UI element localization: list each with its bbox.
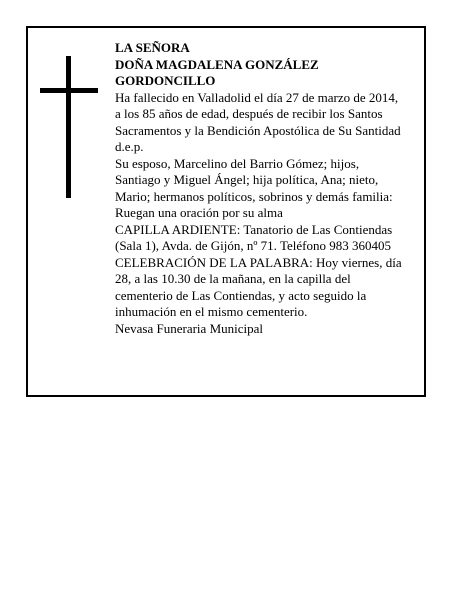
body-line: a los 85 años de edad, después de recibir los Santos <box>115 106 383 121</box>
cross-horizontal-bar <box>40 88 98 93</box>
latin-cross-icon <box>40 56 98 198</box>
body-line: Mario; hermanos políticos, sobrinos y demás familia: <box>115 188 393 204</box>
body-line: cementerio de Las Contiendas, y acto seguido la <box>115 287 367 303</box>
heading-name-line-2: GORDONCILLO <box>115 73 216 88</box>
notice-text <box>115 40 421 337</box>
body-line: Ruegan una oración por su alma <box>115 205 283 220</box>
body-line: CELEBRACIÓN DE LA PALABRA: Hoy viernes, día <box>115 254 402 270</box>
body-line: Santiago y Miguel Ángel; hija política, Ana; nieto, <box>115 172 379 187</box>
body-line: Su esposo, Marcelino del Barrio Gómez; hijos, <box>115 155 360 171</box>
body-line: inhumación en el mismo cementerio. <box>115 304 308 319</box>
body-line: 28, a las 10.30 de la mañana, en la capilla del <box>115 271 351 286</box>
heading-title: LA SEÑORA <box>115 40 190 55</box>
body-line: (Sala 1), Avda. de Gijón, nº 71. Teléfono 983 360405 <box>115 238 391 253</box>
obituary-notice <box>26 26 426 397</box>
funeral-home-name: Nevasa Funeraria Municipal <box>115 320 264 336</box>
body-line: Sacramentos y la Bendición Apostólica de Su Santidad <box>115 122 401 138</box>
body-line: d.e.p. <box>115 139 144 154</box>
cross-vertical-bar <box>66 56 71 198</box>
body-line: CAPILLA ARDIENTE: Tanatorio de Las Contiendas <box>115 221 393 237</box>
heading-name-line-1: DOÑA MAGDALENA GONZÁLEZ <box>115 56 319 72</box>
body-line: Ha fallecido en Valladolid el día 27 de marzo de 2014, <box>115 89 399 105</box>
